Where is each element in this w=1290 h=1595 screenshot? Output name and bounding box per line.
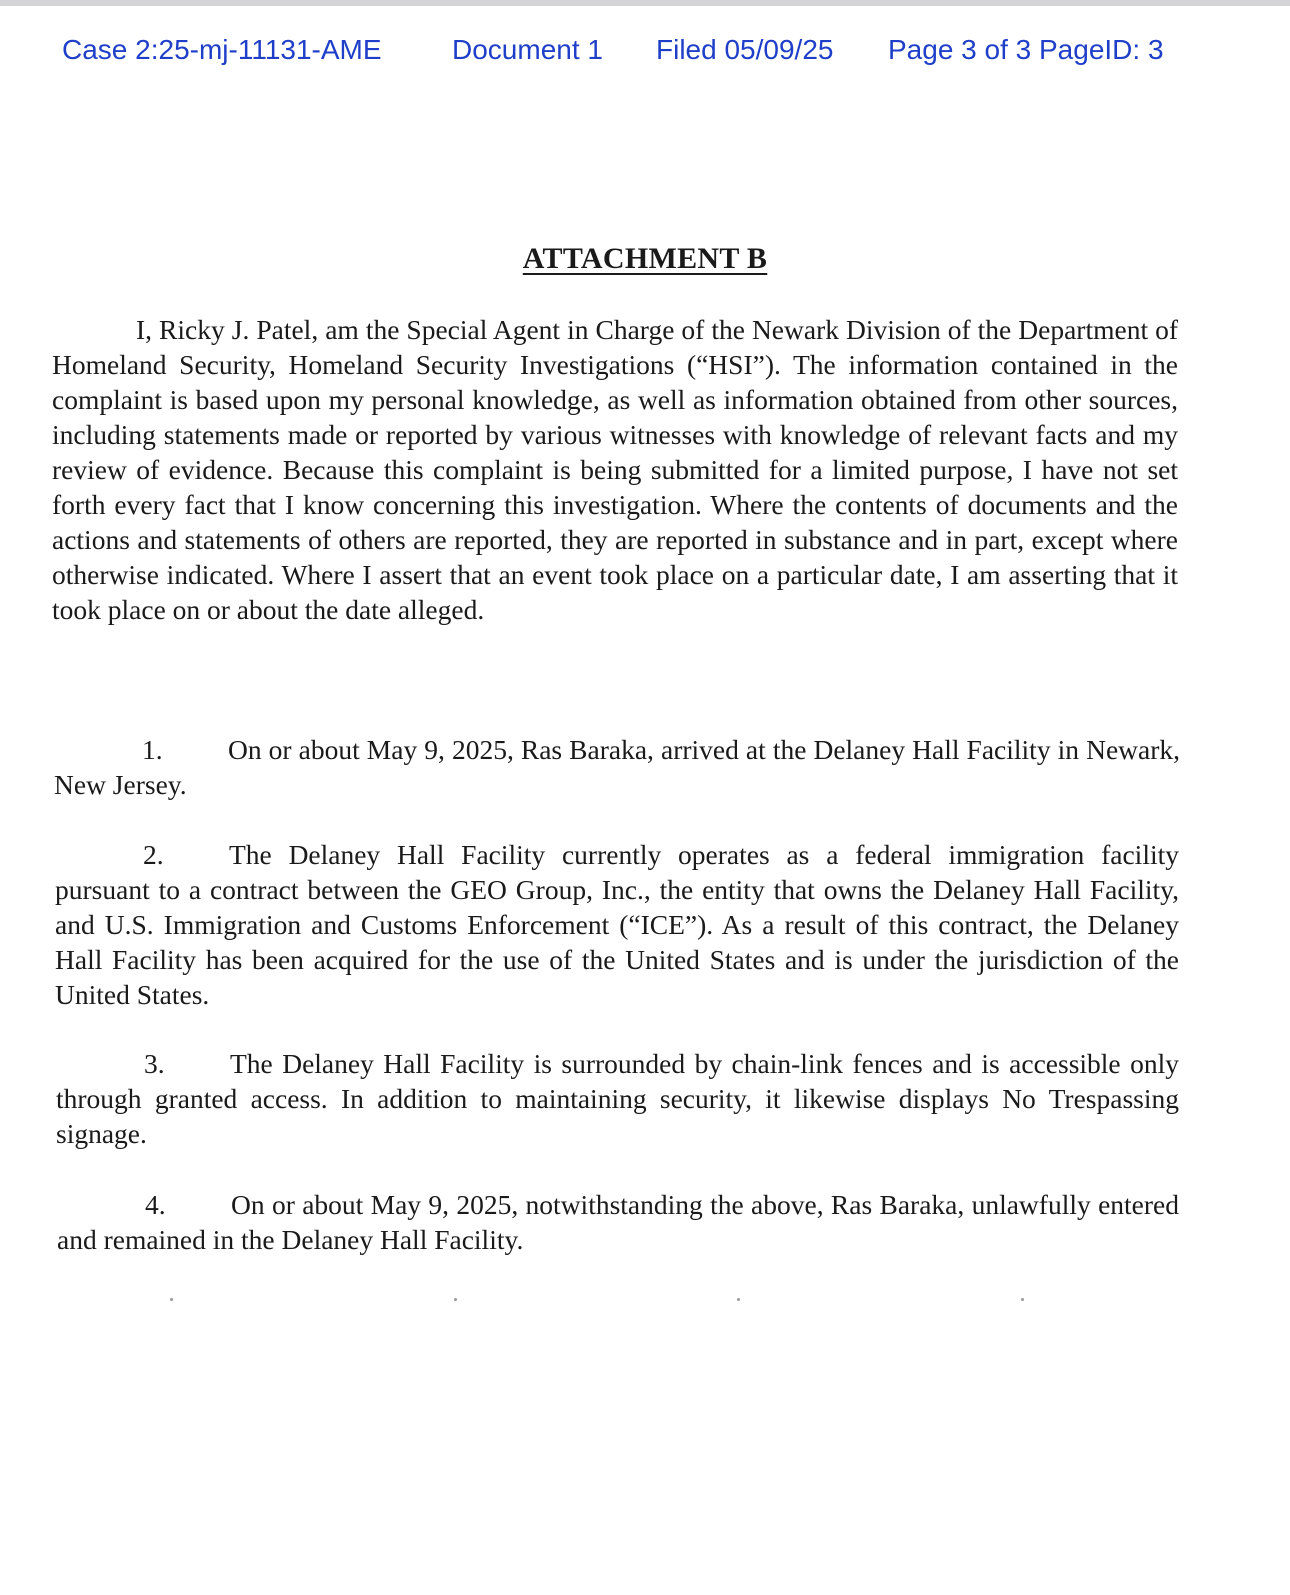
numbered-paragraph-4 (57, 1187, 1179, 1257)
document-title (0, 242, 1290, 276)
scan-speck (454, 1298, 457, 1301)
filed-date: Filed 05/09/25 (656, 34, 834, 65)
top-border (0, 0, 1290, 6)
paragraph-text: The Delaney Hall Facility currently operates as a federal immigration facility pursuant to a contract between the GEO Group, Inc., the entity that owns the Delaney Hall Facility, and U.S. Immigration and Customs Enforcement (“ICE”). As a result of this contract, the Delaney Hall Facility has been acquired for the use of the United States and is under the jurisdiction of the United States. (55, 839, 1179, 1010)
paragraph-number: 1. (142, 734, 163, 765)
paragraph-number: 2. (143, 839, 164, 870)
scan-speck (1021, 1298, 1024, 1301)
document-number: Document 1 (452, 34, 603, 65)
numbered-paragraph-3 (56, 1046, 1179, 1151)
scan-speck (170, 1298, 173, 1301)
paragraph-text: On or about May 9, 2025, notwithstanding the above, Ras Baraka, unlawfully entered and remained in the Delaney Hall Facility. (57, 1189, 1179, 1255)
page-id: Page 3 of 3 PageID: 3 (888, 34, 1164, 65)
paragraph-text: The Delaney Hall Facility is surrounded by chain-link fences and is accessible only through granted access. In addition to maintaining security, it likewise displays No Trespassing signage. (56, 1048, 1179, 1149)
paragraph-text: On or about May 9, 2025, Ras Baraka, arrived at the Delaney Hall Facility in Newark, New Jersey. (54, 734, 1180, 800)
scan-speck (737, 1298, 740, 1301)
numbered-paragraph-1 (54, 732, 1180, 802)
intro-paragraph: I, Ricky J. Patel, am the Special Agent in Charge of the Newark Division of the Department of Homeland Security, Homeland Security Investigations (“HSI”). The information contained in the complaint is based upon my personal knowledge, as well as information obtained from other sources, including statements made or reported by various witnesses with knowledge of relevant facts and my review of evidence. Because this complaint is being submitted for a limited purpose, I have not set forth every fact that I know concerning this investigation. Where the contents of documents and the actions and statements of others are reported, they are reported in substance and in part, except where otherwise indicated. Where I assert that an event took place on a particular date, I am asserting that it took place on or about the date alleged. (52, 314, 1178, 625)
ecf-header (62, 34, 1272, 74)
paragraph-number: 3. (144, 1048, 165, 1079)
numbered-paragraph-2 (55, 837, 1179, 1012)
title-text: ATTACHMENT B (522, 242, 768, 275)
paragraph-number: 4. (145, 1189, 166, 1220)
case-number: Case 2:25-mj-11131-AME (62, 34, 382, 65)
